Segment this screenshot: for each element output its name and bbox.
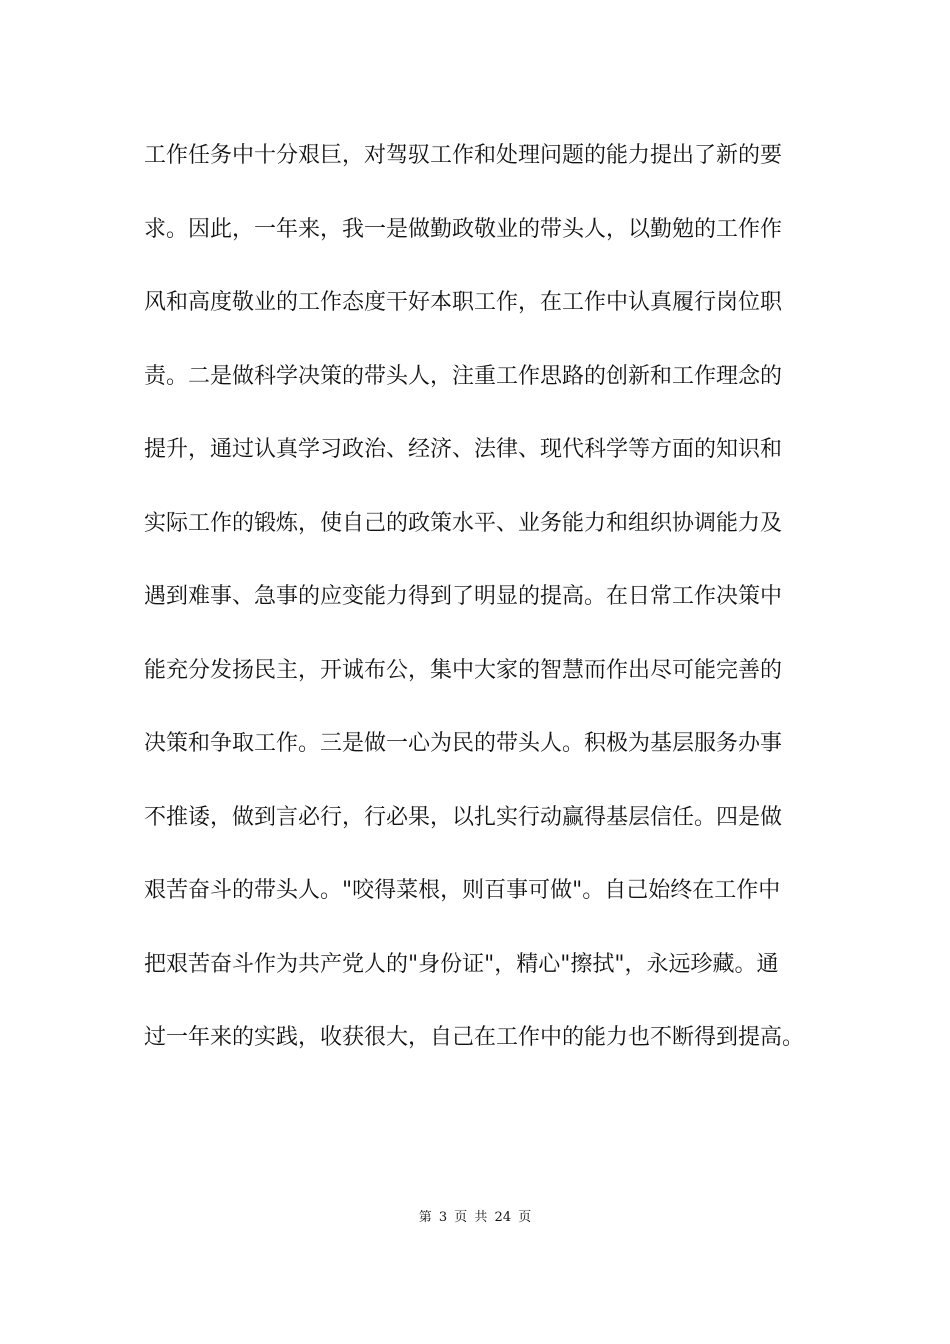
text-line-1: 工作任务中十分艰巨，对驾驭工作和处理问题的能力提出了新的要 bbox=[144, 143, 783, 168]
text-line-13: 过一年来的实践，收获很大，自己在工作中的能力也不断得到提高。 bbox=[144, 1025, 805, 1050]
text-line-5: 提升，通过认真学习政治、经济、法律、现代科学等方面的知识和 bbox=[144, 437, 783, 462]
text-line-8: 能充分发扬民主，开诚布公，集中大家的智慧而作出尽可能完善的 bbox=[144, 657, 783, 683]
text-line-2: 求。因此，一年来，我一是做勤政敬业的带头人，以勤勉的工作作 bbox=[144, 216, 783, 242]
text-line-12: 把艰苦奋斗作为共产党人的"身份证"，精心"擦拭"，永远珍藏。通 bbox=[144, 951, 779, 977]
text-line-10: 不推诿，做到言必行，行必果，以扎实行动赢得基层信任。四是做 bbox=[144, 804, 783, 830]
text-line-11: 艰苦奋斗的带头人。"咬得菜根，则百事可做"。自己始终在工作中 bbox=[144, 878, 781, 903]
page-number-footer: 第 3 页 共 24 页 bbox=[418, 1210, 532, 1225]
text-line-4: 责。二是做科学决策的带头人，注重工作思路的创新和工作理念的 bbox=[144, 363, 783, 389]
text-line-7: 遇到难事、急事的应变能力得到了明显的提高。在日常工作决策中 bbox=[144, 584, 783, 609]
text-line-9: 决策和争取工作。三是做一心为民的带头人。积极为基层服务办事 bbox=[144, 731, 783, 756]
text-line-3: 风和高度敬业的工作态度干好本职工作，在工作中认真履行岗位职 bbox=[144, 290, 783, 315]
body-text bbox=[144, 136, 844, 1092]
text-line-6: 实际工作的锻炼，使自己的政策水平、业务能力和组织协调能力及 bbox=[144, 510, 783, 536]
